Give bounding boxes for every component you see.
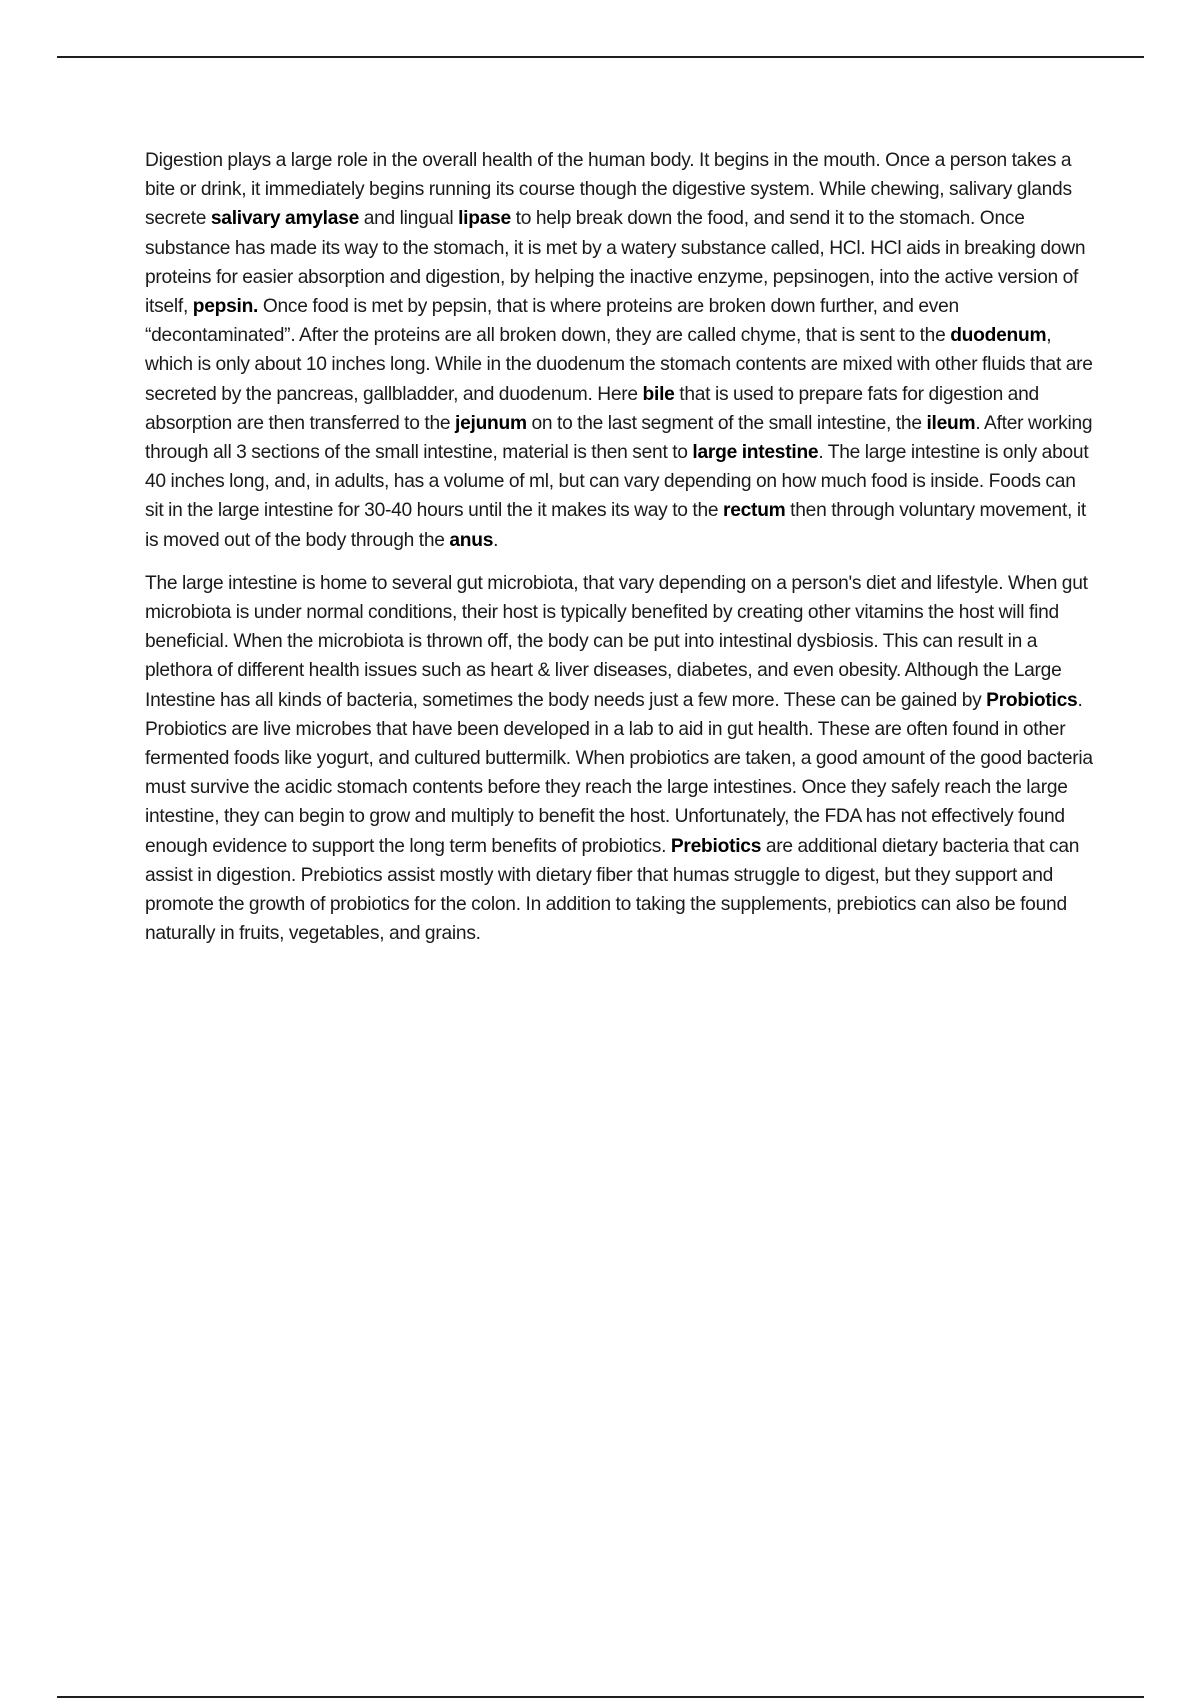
text-run: . Probiotics are live microbes that have been developed in a lab to aid in gut health. These are often found in other fermented foods like yogurt, and cultured buttermilk. When probiotics are taken, a good amount of the good bacteria must survive the acidic stomach contents before they reach the large intestines. Once they safely reach the large intestine, they can begin to grow and multiply to benefit the host. Unfortunately, the FDA has not effectively found enough evidence to support the long term benefits of probiotics. [145, 689, 1093, 857]
bold-term: salivary amylase [210, 208, 360, 230]
bold-term: lipase [458, 208, 511, 230]
text-run: , which is only about 10 inches long. While in the duodenum the stomach contents are mixed with other fluids that are secreted by the pancreas, gallbladder, and duodenum. Here [145, 325, 1093, 405]
header-rule [57, 56, 1144, 58]
bold-term: rectum [723, 500, 786, 522]
bold-term: Prebiotics [670, 835, 762, 857]
bold-term: bile [642, 383, 675, 405]
text-run: on to the last segment of the small intestine, the [526, 412, 927, 434]
bold-term: Probiotics [986, 689, 1078, 711]
text-run: . The large intestine is only about 40 inches long, and, in adults, has a volume of ml, but can vary depending on how much food is inside. Foods can sit in the large intestine for 30-40 hours until the it makes its way to the [145, 442, 1089, 522]
bold-term: large intestine [692, 442, 819, 464]
bold-term: jejunum [454, 412, 527, 434]
text-run: Digestion plays a large role in the overall health of the human body. It begins in the mouth. Once a person takes a bite or drink, it immediately begins running its course though the digestive system. While chewing, salivary glands secrete [145, 150, 1072, 230]
body-paragraph [145, 569, 1095, 949]
bold-term: anus [449, 529, 494, 551]
footer-rule [57, 1696, 1144, 1698]
text-run: . [493, 529, 499, 551]
text-run: Once food is met by pepsin, that is where proteins are broken down further, and even “decontaminated”. After the proteins are all broken down, they are called chyme, that is sent to the [145, 296, 959, 347]
text-run: The large intestine is home to several gut microbiota, that vary depending on a person's diet and lifestyle. When gut microbiota is under normal conditions, their host is typically benefited by creating other vitamins the host will find beneficial. When the microbiota is thrown off, the body can be put into intestinal dysbiosis. This can result in a plethora of different health issues such as heart & liver diseases, diabetes, and even obesity. Although the Large Intestine has all kinds of bacteria, sometimes the body needs just a few more. These can be gained by [145, 572, 1088, 711]
text-run: are additional dietary bacteria that can assist in digestion. Prebiotics assist mostly with dietary fiber that humas struggle to digest, but they support and promote the growth of probiotics for the colon. In addition to taking the supplements, prebiotics can also be found naturally in fruits, vegetables, and grains. [145, 835, 1080, 945]
body-paragraph [145, 146, 1095, 555]
document-body [145, 146, 1095, 962]
text-run: to help break down the food, and send it to the stomach. Once substance has made its way to the stomach, it is met by a watery substance called, HCl. HCl aids in breaking down proteins for easier absorption and digestion, by helping the inactive enzyme, pepsinogen, into the active version of itself, [145, 208, 1086, 318]
text-run: and lingual [359, 208, 459, 230]
bold-term: duodenum [950, 325, 1047, 347]
bold-term: ileum [926, 412, 976, 434]
text-run: then through voluntary movement, it is moved out of the body through the [145, 500, 1086, 551]
text-run: that is used to prepare fats for digestion and absorption are then transferred to the [145, 383, 1039, 434]
text-run: . After working through all 3 sections of the small intestine, material is then sent to [145, 412, 1093, 464]
bold-term: pepsin. [192, 296, 259, 318]
